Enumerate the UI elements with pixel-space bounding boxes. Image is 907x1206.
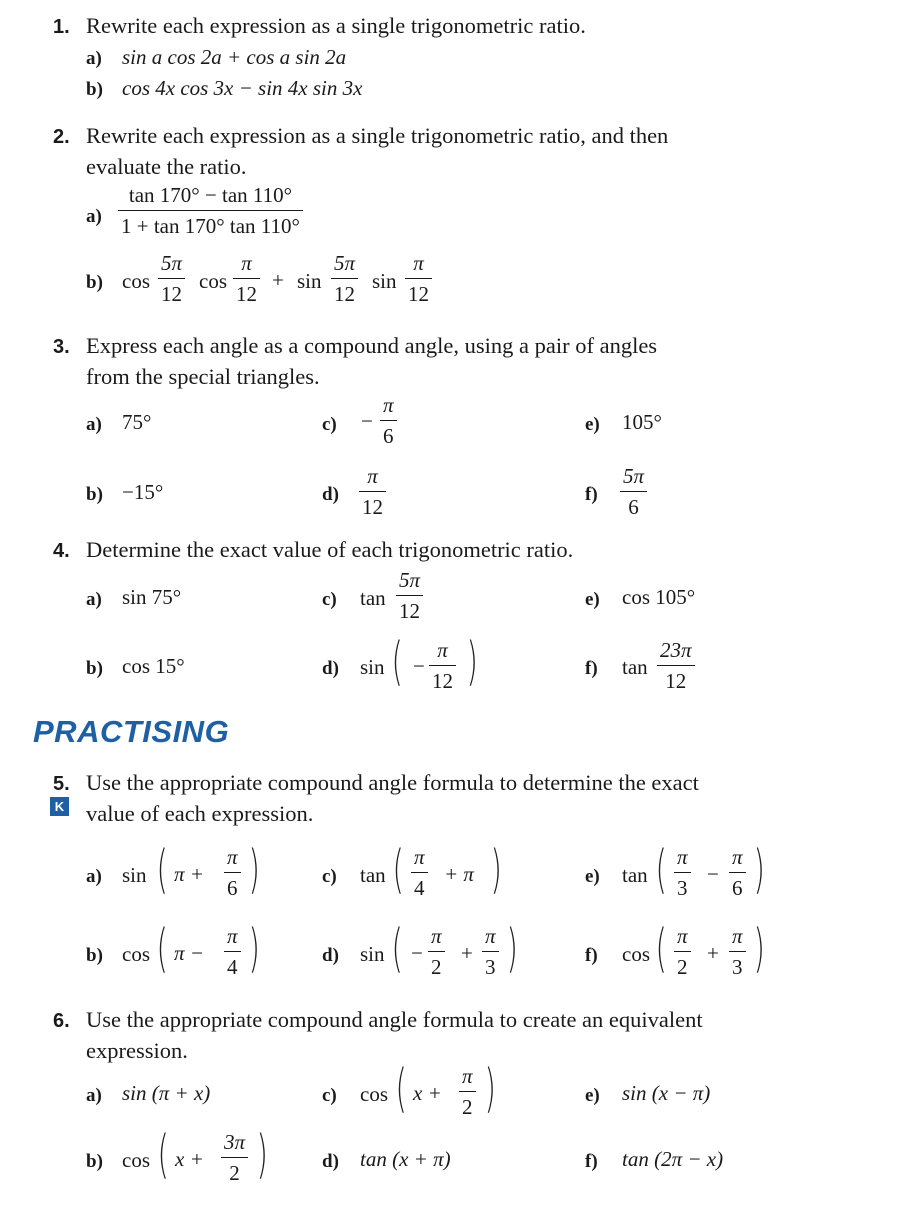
numerator: 5π [161,251,183,275]
left-parenthesis: ( [655,840,667,900]
question-number: 5. [53,773,70,795]
term: x + [413,1081,442,1105]
part-label: a) [86,206,102,227]
part-label: a) [86,1085,102,1106]
term: π − [174,941,204,965]
question-number: 4. [53,540,70,562]
operator: + [461,941,473,965]
term: + π [444,862,474,886]
numerator: π [367,464,378,488]
question-text: Determine the exact value of each trigonometric ratio. [86,537,574,562]
part-label: b) [86,1151,103,1172]
part-label: e) [585,866,600,887]
expression: sin a cos 2a + cos a sin 2a [122,45,347,69]
question-number: 2. [53,126,70,148]
numerator: π [227,924,238,948]
numerator: π [732,924,743,948]
right-parenthesis: ) [256,1125,268,1185]
part-label: a) [86,589,102,610]
numerator: π [414,845,425,869]
fraction [359,466,386,518]
part-label: b) [86,272,103,293]
left-parenthesis: ( [391,632,403,692]
denominator: 12 [432,669,453,693]
numerator: π [677,845,688,869]
part-label: a) [86,48,102,69]
expression: sin (π + x) [122,1081,211,1105]
denominator: 6 [227,876,238,900]
numerator: π [677,924,688,948]
left-parenthesis: ( [391,919,403,979]
denominator: 6 [628,495,639,519]
question-text-line: Use the appropriate compound angle formula to determine the exact [86,770,699,795]
denominator: 12 [665,669,687,693]
left-parenthesis: ( [395,1059,407,1119]
part-label: f) [585,484,598,505]
right-parenthesis: ) [490,840,502,900]
part-label: f) [585,658,598,679]
part-label: d) [322,658,339,679]
sign: − [411,941,423,965]
denominator: 2 [677,955,688,979]
numerator: 5π [334,251,356,275]
question-text-line: value of each expression. [86,801,314,826]
fraction [221,1132,248,1184]
right-parenthesis: ) [484,1059,496,1119]
expression: −15° [122,480,164,504]
left-parenthesis: ( [157,1125,169,1185]
numerator: π [413,251,424,275]
fraction [429,640,456,692]
fraction [380,395,397,447]
expression: 75° [122,410,152,434]
fraction [674,926,691,978]
left-parenthesis: ( [655,919,667,979]
denominator: 4 [414,876,425,900]
numerator: π [431,924,442,948]
expression: tan (2π − x) [622,1147,724,1171]
part-label: f) [585,1151,598,1172]
part-label: e) [585,589,600,610]
operator: + [707,941,719,965]
expression: cos 15° [122,654,185,678]
right-parenthesis: ) [248,919,260,979]
part-label: c) [322,589,337,610]
question-text-line: evaluate the ratio. [86,154,247,179]
right-parenthesis: ) [248,840,260,900]
denominator: 3 [677,876,688,900]
numerator: 5π [399,568,421,592]
numerator: π [383,393,394,417]
function-name: tan [622,655,648,679]
numerator: 5π [623,464,645,488]
denominator: 4 [227,955,238,979]
question-text-line: Express each angle as a compound angle, using a pair of angles [86,333,658,358]
denominator: 3 [485,955,496,979]
function-name: cos [360,1082,388,1106]
part-label: a) [86,414,102,435]
part-label: c) [322,414,337,435]
fraction [224,847,241,899]
numerator: π [485,924,496,948]
numerator: 23π [660,638,692,662]
numerator: π [227,845,238,869]
denominator: 12 [236,282,257,306]
function-name: tan [360,586,386,610]
fraction [729,926,746,978]
question-number: 3. [53,336,70,358]
expression: sin (x − π) [622,1081,711,1105]
function-name: sin [372,269,397,293]
numerator: 3π [224,1130,246,1154]
operator: + [272,268,284,292]
sign: − [361,409,373,433]
function-name: cos [122,269,150,293]
function-name: cos [199,269,227,293]
fraction [620,466,647,518]
part-label: c) [322,866,337,887]
operator: − [707,862,719,886]
right-parenthesis: ) [506,919,518,979]
numerator: tan 170° − tan 110° [128,183,293,207]
denominator: 3 [732,955,743,979]
part-label: a) [86,866,102,887]
part-label: d) [322,484,339,505]
part-label: e) [585,414,600,435]
fraction [396,570,423,622]
denominator: 1 + tan 170° tan 110° [121,214,300,238]
numerator: π [241,251,252,275]
function-name: sin [360,655,385,679]
fraction [674,847,691,899]
right-parenthesis: ) [753,919,765,979]
expression: 105° [622,410,662,434]
left-parenthesis: ( [392,840,404,900]
denominator: 2 [431,955,442,979]
denominator: 6 [732,876,743,900]
fraction [657,640,695,692]
knowledge-badge: K [50,797,69,816]
function-name: tan [360,863,386,887]
expression: sin 75° [122,585,182,609]
question-text-line: Use the appropriate compound angle formula to create an equivalent [86,1007,703,1032]
part-label: f) [585,945,598,966]
question-text: Rewrite each expression as a single trigonometric ratio. [86,13,586,38]
fraction [118,185,303,237]
question-text-line: expression. [86,1038,188,1063]
part-label: c) [322,1085,337,1106]
sign: − [413,654,425,678]
part-label: b) [86,79,103,100]
term: π + [174,862,204,886]
question-text-line: from the special triangles. [86,364,320,389]
function-name: sin [297,269,322,293]
fraction [729,847,746,899]
fraction [459,1066,476,1118]
section-heading: PRACTISING [33,714,230,749]
denominator: 12 [408,282,429,306]
denominator: 2 [462,1095,473,1119]
left-parenthesis: ( [156,840,168,900]
question-number: 1. [53,16,70,38]
term: x + [175,1147,204,1171]
question-text-line: Rewrite each expression as a single trigonometric ratio, and then [86,123,669,148]
function-name: sin [122,863,147,887]
fraction [482,926,499,978]
function-name: cos [622,942,650,966]
function-name: cos [122,1148,150,1172]
question-number: 6. [53,1010,70,1032]
fraction [428,926,445,978]
fraction [233,253,260,305]
function-name: sin [360,942,385,966]
denominator: 2 [229,1161,240,1185]
expression: tan (x + π) [360,1147,451,1171]
numerator: π [437,638,448,662]
function-name: tan [622,863,648,887]
left-parenthesis: ( [156,919,168,979]
denominator: 12 [334,282,356,306]
part-label: d) [322,945,339,966]
part-label: b) [86,658,103,679]
right-parenthesis: ) [466,632,478,692]
right-parenthesis: ) [753,840,765,900]
fraction [158,253,185,305]
function-name: cos [122,942,150,966]
numerator: π [732,845,743,869]
part-label: d) [322,1151,339,1172]
fraction [405,253,432,305]
numerator: π [462,1064,473,1088]
part-label: b) [86,484,103,505]
expression: cos 4x cos 3x − sin 4x sin 3x [122,76,363,100]
denominator: 6 [383,424,394,448]
fraction [411,847,428,899]
fraction [224,926,241,978]
denominator: 12 [399,599,421,623]
part-label: b) [86,945,103,966]
fraction [331,253,358,305]
part-label: e) [585,1085,600,1106]
expression: cos 105° [622,585,696,609]
denominator: 12 [362,495,383,519]
denominator: 12 [161,282,183,306]
